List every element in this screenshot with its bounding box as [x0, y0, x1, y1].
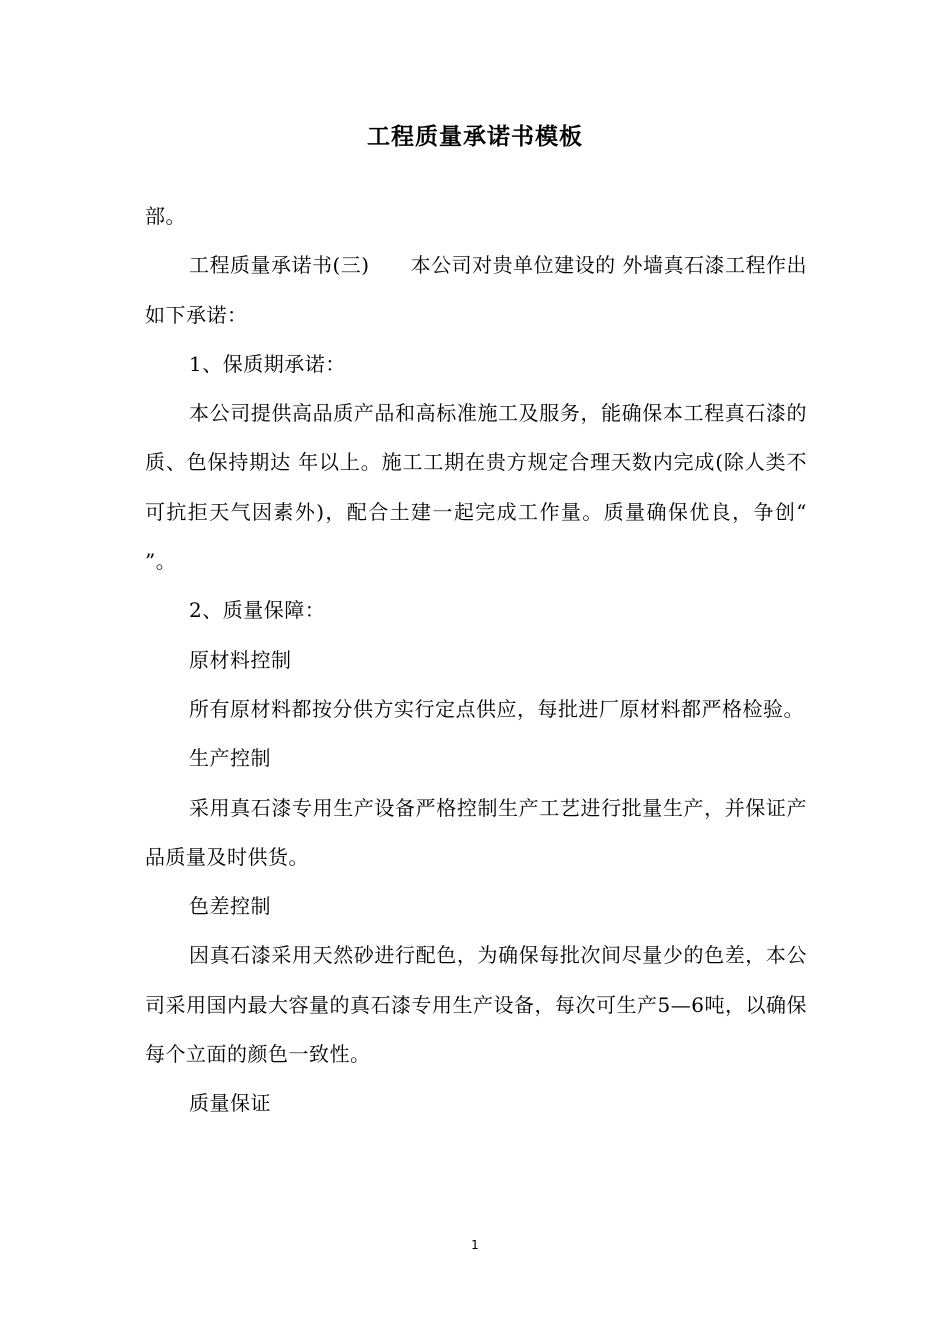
paragraph: 部。 [145, 204, 186, 228]
document-title: 工程质量承诺书模板 [367, 124, 583, 150]
paragraph: 所有原材料都按分供方实行定点供应，每批进厂原材料都严格检验。 [189, 696, 804, 721]
paragraph: 2、质量保障： [189, 598, 326, 623]
paragraph: 因真石漆采用天然砂进行配色，为确保每批次间尽量少的色差，本公司采用国内最大容量的真石漆专用生产设备，每次可生产5—6吨，以确保每个立面的颜色一致性。 [145, 943, 807, 1067]
paragraph: 色差控制 [189, 894, 271, 919]
paragraph: 采用真石漆专用生产设备严格控制生产工艺进行批量生产，并保证产品质量及时供货。 [145, 795, 807, 869]
paragraph: 原材料控制 [189, 647, 292, 672]
paragraph: 生产控制 [189, 746, 271, 771]
document-body [145, 192, 807, 1129]
paragraph: 本公司提供高品质产品和高标准施工及服务，能确保本工程真石漆的质、色保持期达 年以上。施工工期在贵方规定合理天数内完成(除人类不可抗拒天气因素外)，配合土建一起完成工作量。质量确保优良，争创“ ”。 [145, 401, 807, 574]
page-number: 1 [471, 1238, 479, 1252]
paragraph: 工程质量承诺书(三) 本公司对贵单位建设的 外墙真石漆工程作出如下承诺： [145, 253, 807, 327]
paragraph: 质量保证 [189, 1091, 271, 1116]
paragraph: 1、保质期承诺： [189, 351, 346, 376]
